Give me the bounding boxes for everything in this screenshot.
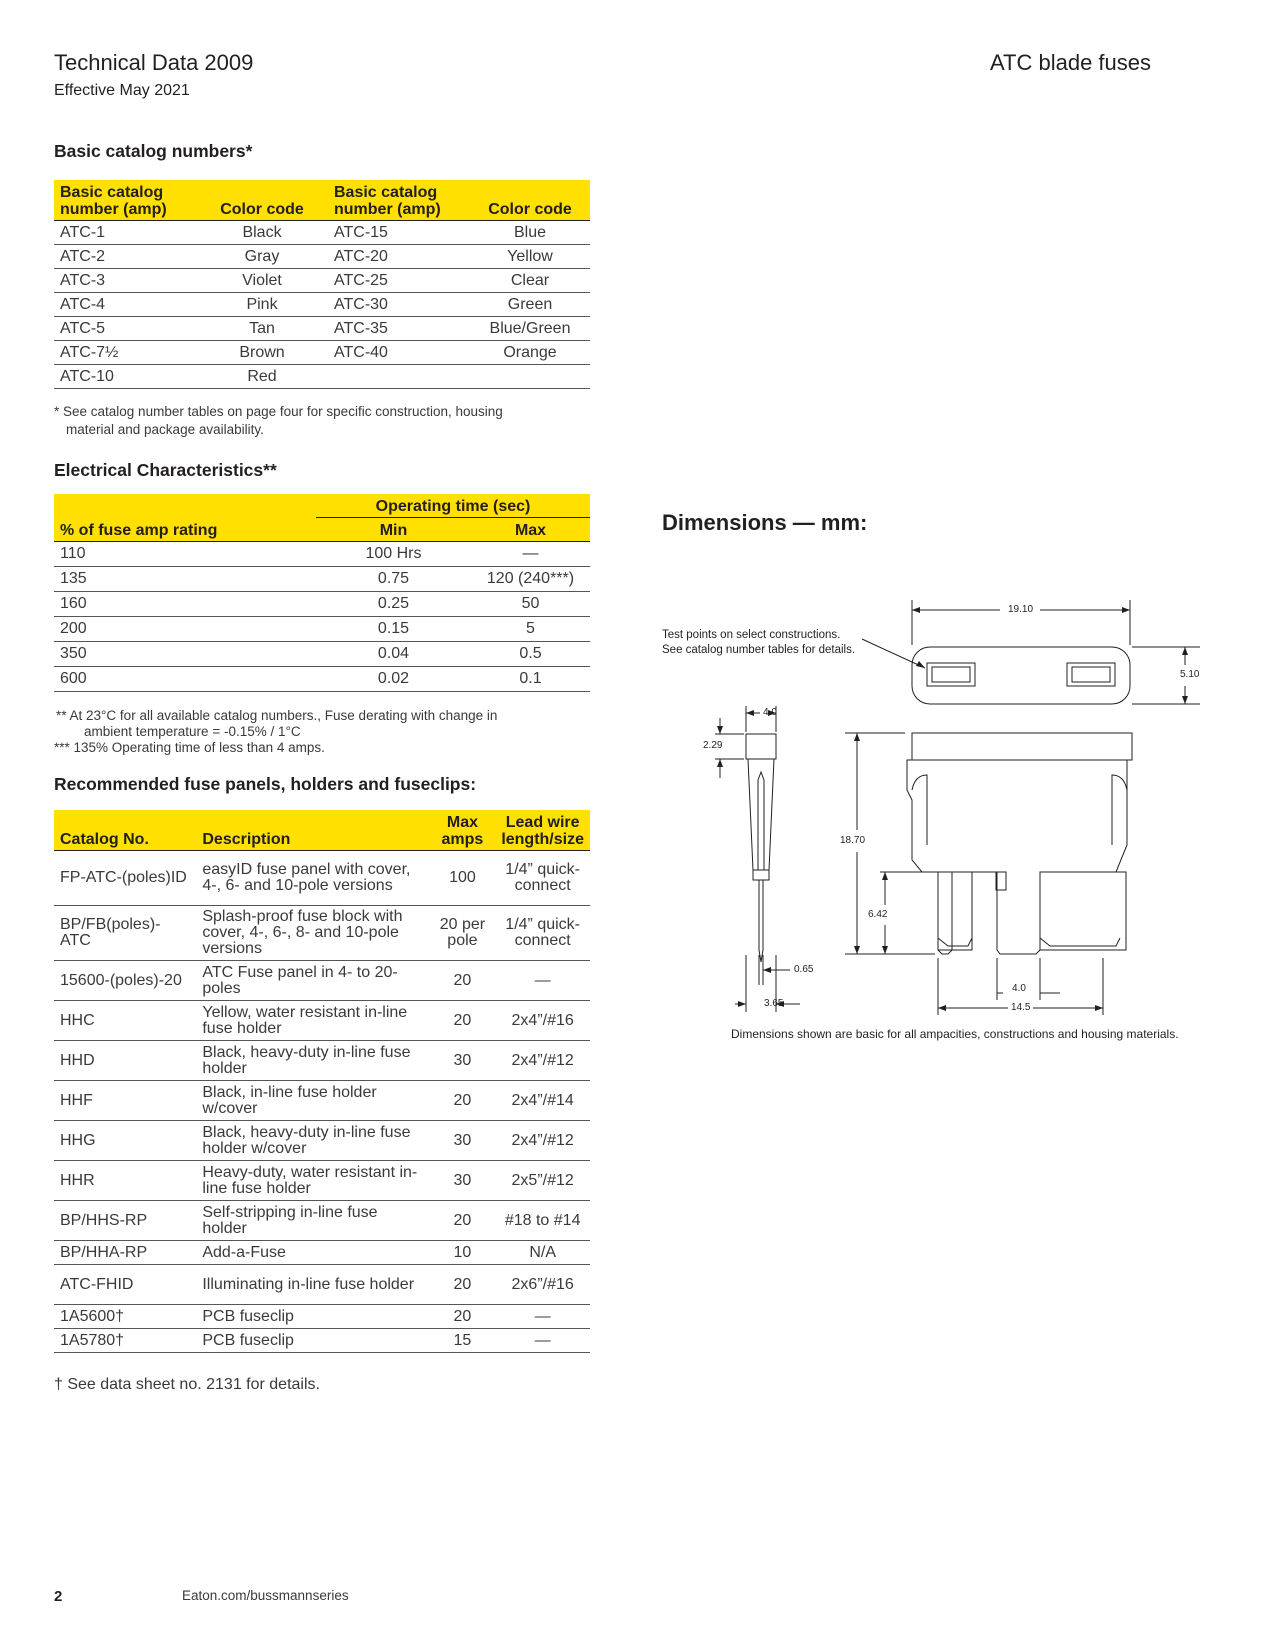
effective-date: Effective May 2021 xyxy=(54,82,190,99)
electrical-col-min: Min xyxy=(316,518,471,542)
table-cell: Pink xyxy=(196,293,328,317)
table-row xyxy=(54,1121,590,1161)
panels-col-description: Description xyxy=(196,810,429,851)
table-row xyxy=(54,293,590,317)
table-cell: Brown xyxy=(196,341,328,365)
table-cell: 110 xyxy=(54,542,316,567)
table-cell: 20 xyxy=(430,1265,496,1305)
table-row xyxy=(54,567,590,592)
table-cell: Black, heavy-duty in-line fuse holder w/cover xyxy=(196,1121,429,1161)
table-row xyxy=(54,1001,590,1041)
table-row xyxy=(54,1161,590,1201)
table-cell: — xyxy=(495,1305,590,1329)
table-cell: FP-ATC-(poles)ID xyxy=(54,851,196,906)
dim-total-label: 14.5 xyxy=(1011,1002,1031,1013)
electrical-col-rating: % of fuse amp rating xyxy=(54,518,316,542)
table-row xyxy=(54,365,590,389)
panels-col-lead-wire: Lead wire length/size xyxy=(495,810,590,851)
table-cell: 135 xyxy=(54,567,316,592)
table-row xyxy=(54,1265,590,1305)
table-cell: Tan xyxy=(196,317,328,341)
table-cell: 1/4” quick-connect xyxy=(495,906,590,961)
table-row xyxy=(54,961,590,1001)
table-cell: ATC-10 xyxy=(54,365,196,389)
electrical-col-max: Max xyxy=(471,518,590,542)
table-cell: ATC-25 xyxy=(328,269,470,293)
table-cell: Yellow, water resistant in-line fuse holder xyxy=(196,1001,429,1041)
table-row xyxy=(54,1041,590,1081)
table-cell: Yellow xyxy=(470,245,590,269)
catalog-table xyxy=(54,180,590,389)
table-row xyxy=(54,245,590,269)
table-cell: 1A5600† xyxy=(54,1305,196,1329)
table-cell: 2x6”/#16 xyxy=(495,1265,590,1305)
panels-col-max-amps: Max amps xyxy=(430,810,496,851)
panels-heading: Recommended fuse panels, holders and fuseclips: xyxy=(54,774,477,794)
table-row xyxy=(54,1081,590,1121)
table-cell: PCB fuseclip xyxy=(196,1329,429,1353)
callout-line-1: Test points on select constructions. xyxy=(662,629,841,641)
catalog-heading: Basic catalog numbers* xyxy=(54,141,253,161)
dim-width-label: 19.10 xyxy=(1008,604,1034,615)
table-cell: ATC-20 xyxy=(328,245,470,269)
table-cell: HHG xyxy=(54,1121,196,1161)
table-cell: — xyxy=(471,542,590,567)
electrical-footnote-3: *** 135% Operating time of less than 4 amps. xyxy=(54,740,325,755)
table-cell: #18 to #14 xyxy=(495,1201,590,1241)
table-cell: 10 xyxy=(430,1241,496,1265)
table-cell: 200 xyxy=(54,617,316,642)
table-cell: 2x4”/#12 xyxy=(495,1041,590,1081)
table-cell: 1A5780† xyxy=(54,1329,196,1353)
panels-col-catalog: Catalog No. xyxy=(54,810,196,851)
table-row xyxy=(54,906,590,961)
table-cell: Violet xyxy=(196,269,328,293)
dim-height-label: 18.70 xyxy=(840,835,866,846)
dim-side-base-label: 3.65 xyxy=(764,998,784,1009)
table-cell: Black xyxy=(196,221,328,245)
electrical-footnote-2: ambient temperature = -0.15% / 1°C xyxy=(84,724,301,739)
catalog-col-color-2: Color code xyxy=(470,180,590,221)
table-cell: 100 Hrs xyxy=(316,542,471,567)
table-cell: 0.04 xyxy=(316,642,471,667)
test-point-right xyxy=(1067,663,1115,686)
catalog-col-number-1: Basic catalog number (amp) xyxy=(54,180,196,221)
table-row xyxy=(54,341,590,365)
table-cell: ATC-30 xyxy=(328,293,470,317)
product-name: ATC blade fuses xyxy=(990,50,1152,75)
electrical-table xyxy=(54,494,590,692)
table-row xyxy=(54,617,590,642)
table-cell: Blue/Green xyxy=(470,317,590,341)
table-cell: 0.15 xyxy=(316,617,471,642)
dim-side-cap-label: 2.29 xyxy=(703,740,723,751)
table-cell: 2x4”/#14 xyxy=(495,1081,590,1121)
table-cell: 0.5 xyxy=(471,642,590,667)
table-row xyxy=(54,667,590,692)
test-point-left xyxy=(927,663,975,686)
table-cell: Gray xyxy=(196,245,328,269)
dim-gap-label: 4.0 xyxy=(1012,983,1026,994)
table-cell: — xyxy=(495,1329,590,1353)
table-row xyxy=(54,592,590,617)
table-cell: HHR xyxy=(54,1161,196,1201)
table-row xyxy=(54,851,590,906)
electrical-footnote-1: ** At 23°C for all available catalog numbers., Fuse derating with change in xyxy=(56,708,498,723)
table-cell: 15 xyxy=(430,1329,496,1353)
table-cell: ATC-FHID xyxy=(54,1265,196,1305)
table-cell: ATC-3 xyxy=(54,269,196,293)
table-cell xyxy=(328,365,470,389)
table-cell: 600 xyxy=(54,667,316,692)
fuse-side-view xyxy=(746,734,776,759)
table-cell: 0.1 xyxy=(471,667,590,692)
table-cell xyxy=(470,365,590,389)
table-cell: ATC-5 xyxy=(54,317,196,341)
table-cell: N/A xyxy=(495,1241,590,1265)
table-cell: Add-a-Fuse xyxy=(196,1241,429,1265)
table-cell: 120 (240***) xyxy=(471,567,590,592)
table-cell: ATC-7½ xyxy=(54,341,196,365)
table-cell: 0.02 xyxy=(316,667,471,692)
catalog-col-number-2: Basic catalog number (amp) xyxy=(328,180,470,221)
table-cell: HHD xyxy=(54,1041,196,1081)
table-cell: 50 xyxy=(471,592,590,617)
table-cell: Splash-proof fuse block with cover, 4-, 6-, 8- and 10-pole versions xyxy=(196,906,429,961)
table-cell: 160 xyxy=(54,592,316,617)
table-cell: Orange xyxy=(470,341,590,365)
table-row xyxy=(54,1241,590,1265)
table-row xyxy=(54,1201,590,1241)
table-cell: 0.25 xyxy=(316,592,471,617)
table-cell: BP/FB(poles)-ATC xyxy=(54,906,196,961)
table-cell: 30 xyxy=(430,1121,496,1161)
table-cell: 20 xyxy=(430,1081,496,1121)
table-cell: Blue xyxy=(470,221,590,245)
electrical-heading: Electrical Characteristics** xyxy=(54,460,277,480)
table-cell: 0.75 xyxy=(316,567,471,592)
fuse-front-view xyxy=(907,733,1132,954)
catalog-footnote-1: * See catalog number tables on page four for specific construction, housing xyxy=(54,404,503,419)
fuse-top-view xyxy=(912,647,1130,704)
page-number: 2 xyxy=(54,1588,63,1605)
table-cell: BP/HHS-RP xyxy=(54,1201,196,1241)
table-row xyxy=(54,317,590,341)
catalog-col-color-1: Color code xyxy=(196,180,328,221)
table-row xyxy=(54,1329,590,1353)
table-cell: 2x5”/#12 xyxy=(495,1161,590,1201)
document-title: Technical Data 2009 xyxy=(54,50,254,75)
table-cell: 30 xyxy=(430,1161,496,1201)
table-cell: easyID fuse panel with cover, 4-, 6- and 10-pole versions xyxy=(196,851,429,906)
table-cell: 5 xyxy=(471,617,590,642)
table-cell: BP/HHA-RP xyxy=(54,1241,196,1265)
table-cell: Illuminating in-line fuse holder xyxy=(196,1265,429,1305)
table-cell: Green xyxy=(470,293,590,317)
table-cell: Self-stripping in-line fuse holder xyxy=(196,1201,429,1241)
table-row xyxy=(54,269,590,293)
table-cell: ATC-1 xyxy=(54,221,196,245)
table-cell: 2x4”/#12 xyxy=(495,1121,590,1161)
table-cell: 15600-(poles)-20 xyxy=(54,961,196,1001)
table-cell: 20 xyxy=(430,1001,496,1041)
table-row xyxy=(54,642,590,667)
panels-table xyxy=(54,810,590,1353)
table-cell: Black, in-line fuse holder w/cover xyxy=(196,1081,429,1121)
dim-side-width-label: 4.0 xyxy=(763,707,777,718)
operating-time-header: Operating time (sec) xyxy=(316,494,590,518)
table-cell: 100 xyxy=(430,851,496,906)
table-cell: ATC Fuse panel in 4- to 20-poles xyxy=(196,961,429,1001)
table-cell: ATC-4 xyxy=(54,293,196,317)
table-cell: 20 xyxy=(430,961,496,1001)
table-cell: Black, heavy-duty in-line fuse holder xyxy=(196,1041,429,1081)
table-cell: 2x4”/#16 xyxy=(495,1001,590,1041)
table-cell: 20 per pole xyxy=(430,906,496,961)
table-row xyxy=(54,542,590,567)
table-row xyxy=(54,1305,590,1329)
table-cell: 350 xyxy=(54,642,316,667)
panels-footnote: † See data sheet no. 2131 for details. xyxy=(54,1376,320,1393)
dimensions-caption: Dimensions shown are basic for all ampacities, constructions and housing materials. xyxy=(731,1027,1179,1041)
table-cell: ATC-15 xyxy=(328,221,470,245)
callout-line-2: See catalog number tables for details. xyxy=(662,644,856,656)
catalog-footnote-2: material and package availability. xyxy=(66,422,264,437)
table-cell: 30 xyxy=(430,1041,496,1081)
dimensions-heading: Dimensions — mm: xyxy=(662,510,868,535)
table-cell: Clear xyxy=(470,269,590,293)
table-cell: HHC xyxy=(54,1001,196,1041)
table-cell: Red xyxy=(196,365,328,389)
test-points-callout xyxy=(662,628,855,658)
table-cell: ATC-40 xyxy=(328,341,470,365)
table-cell: 1/4” quick-connect xyxy=(495,851,590,906)
table-cell: PCB fuseclip xyxy=(196,1305,429,1329)
dim-top-height-label: 5.10 xyxy=(1180,669,1200,680)
table-row xyxy=(54,221,590,245)
table-cell: ATC-35 xyxy=(328,317,470,341)
table-cell: 20 xyxy=(430,1305,496,1329)
footer-url: Eaton.com/bussmannseries xyxy=(182,1588,349,1603)
fuse-dimension-drawing xyxy=(650,590,1210,1050)
table-cell: 20 xyxy=(430,1201,496,1241)
dim-blade-label: 6.42 xyxy=(868,909,888,920)
table-cell: — xyxy=(495,961,590,1001)
dim-blade-thickness-label: 0.65 xyxy=(794,964,814,975)
table-cell: ATC-2 xyxy=(54,245,196,269)
table-cell: HHF xyxy=(54,1081,196,1121)
table-cell: Heavy-duty, water resistant in-line fuse holder xyxy=(196,1161,429,1201)
